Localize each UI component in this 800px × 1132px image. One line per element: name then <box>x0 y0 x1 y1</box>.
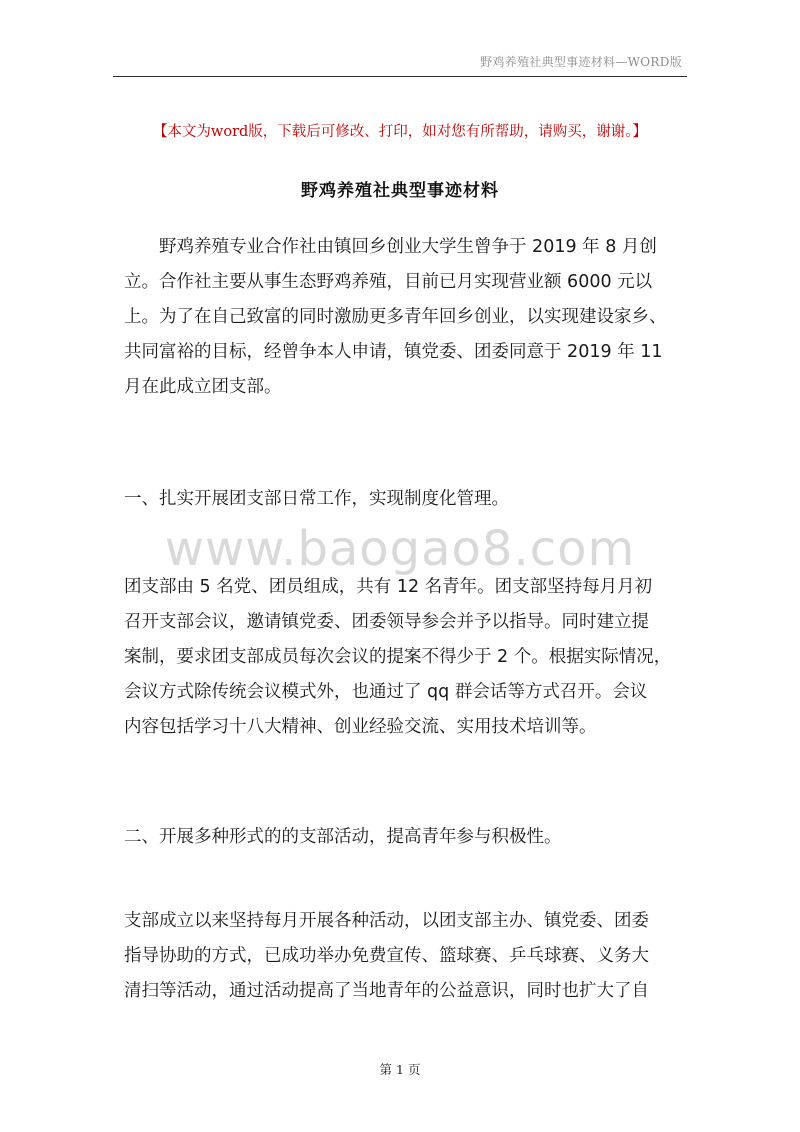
paragraph-line: 案制，要求团支部成员每次会议的提案不得少于 2 个。根据实际情况， <box>124 647 672 667</box>
document-title: 野鸡养殖社典型事迹材料 <box>301 181 499 201</box>
paragraph-line: 会议方式除传统会议模式外，也通过了 qq 群会话等方式召开。会议 <box>124 682 648 702</box>
running-header: 野鸡养殖社典型事迹材料—WORD版 <box>480 55 682 69</box>
section-heading-2: 二、开展多种形式的的支部活动，提高青年参与积极性。 <box>124 827 562 847</box>
paragraph-line: 内容包括学习十八大精神、创业经验交流、实用技术培训等。 <box>124 717 597 737</box>
paragraph-line: 上。为了在自己致富的同时激励更多青年回乡创业，以实现建设家乡、 <box>124 307 667 327</box>
paragraph-line: 召开支部会议，邀请镇党委、团委领导参会并予以指导。同时建立提 <box>124 612 649 632</box>
paragraph-line: 指导协助的方式，已成功举办免费宣传、篮球赛、乒乓球赛、义务大 <box>124 946 649 966</box>
paragraph-line: 野鸡养殖专业合作社由镇回乡创业大学生曾争于 2019 年 8 月创 <box>159 237 657 257</box>
watermark: www.baogao8.com <box>164 521 636 577</box>
paragraph-line: 共同富裕的目标，经曾争本人申请，镇党委、团委同意于 2019 年 11 <box>124 342 663 362</box>
paragraph-line: 团支部由 5 名党、团员组成，共有 12 名青年。团支部坚持每月月初 <box>124 577 653 597</box>
paragraph-line: 月在此成立团支部。 <box>124 377 282 397</box>
section-heading-1: 一、扎实开展团支部日常工作，实现制度化管理。 <box>124 489 509 509</box>
intro-paragraph <box>124 230 684 405</box>
page-number: 第 1 页 <box>379 1062 421 1077</box>
header-divider <box>113 76 687 77</box>
section-1-paragraph <box>124 570 684 745</box>
paragraph-line: 清扫等活动，通过活动提高了当地青年的公益意识，同时也扩大了自 <box>124 981 649 1001</box>
purchase-notice: 【本文为word版，下载后可修改、打印，如对您有所帮助，请购买，谢谢。】 <box>152 124 648 140</box>
section-2-paragraph <box>124 904 684 1009</box>
paragraph-line: 立。合作社主要从事生态野鸡养殖，目前已月实现营业额 6000 元以 <box>124 272 653 292</box>
paragraph-line: 支部成立以来坚持每月开展各种活动，以团支部主办、镇党委、团委 <box>124 911 649 931</box>
